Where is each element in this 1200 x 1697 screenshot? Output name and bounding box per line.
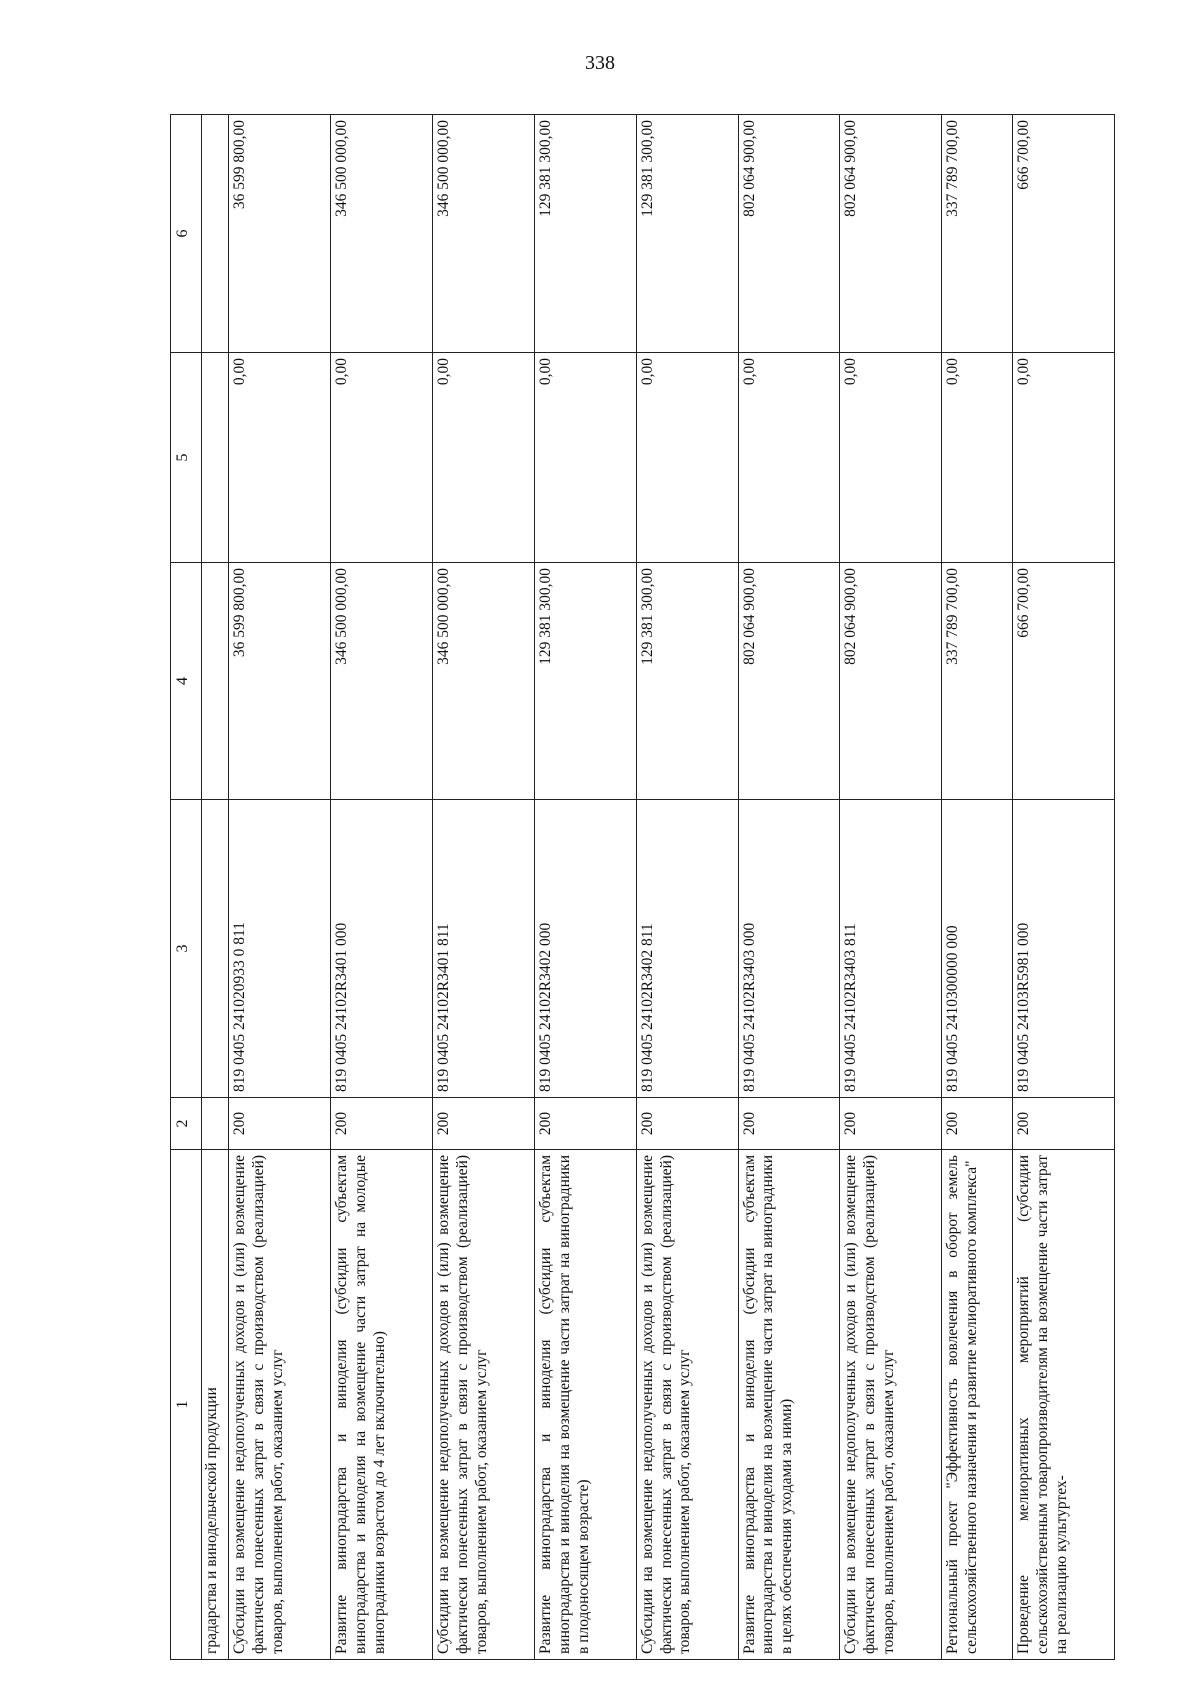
table-row: [1013, 115, 1115, 1660]
row-name: Субсидии на возмещение недополученных доходов и (или) возмещение фактически понесенных затрат в связи с производством (реализацией) товаров, выполнением работ, оказанием услуг: [840, 1150, 942, 1660]
row-amount-col5: 0,00: [840, 353, 942, 563]
table-row: [229, 115, 331, 1660]
row-budget-code: 819 0405 2410300000 000: [942, 800, 1013, 1098]
empty-cell: [202, 115, 229, 353]
row-budget-code: 819 0405 24102R3403 000: [738, 800, 840, 1098]
row-name: Развитие виноградарства и виноделия (субсидии субъектам виноградарства и виноделия на возмещение части затрат на молодые виноградники возрастом до 4 лет включительно): [330, 1150, 432, 1660]
rotated-table-wrapper: [170, 115, 1115, 1660]
row-code: 200: [942, 1098, 1013, 1150]
table-header-row: [171, 115, 202, 1660]
header-cell: 4: [171, 563, 202, 800]
table-row: [942, 115, 1013, 1660]
empty-cell: [202, 1098, 229, 1150]
header-cell: 3: [171, 800, 202, 1098]
row-amount-col4: 666 700,00: [1013, 563, 1115, 800]
row-amount-col5: 0,00: [534, 353, 636, 563]
table-row: [432, 115, 534, 1660]
row-amount-col5: 0,00: [636, 353, 738, 563]
row-amount-col6: 346 500 000,00: [330, 115, 432, 353]
row-amount-col6: 129 381 300,00: [636, 115, 738, 353]
empty-cell: [202, 563, 229, 800]
continuation-row: [202, 115, 229, 1660]
row-amount-col4: 802 064 900,00: [840, 563, 942, 800]
row-name: Региональный проект "Эффективность вовлечения в оборот земель сельскохозяйственного назначения и развитие мелиоративного комплекса": [942, 1150, 1013, 1660]
row-amount-col5: 0,00: [942, 353, 1013, 563]
header-cell: 5: [171, 353, 202, 563]
row-amount-col5: 0,00: [432, 353, 534, 563]
row-amount-col4: 346 500 000,00: [330, 563, 432, 800]
row-code: 200: [330, 1098, 432, 1150]
table-row: [738, 115, 840, 1660]
row-amount-col6: 129 381 300,00: [534, 115, 636, 353]
row-amount-col6: 36 599 800,00: [229, 115, 331, 353]
row-code: 200: [534, 1098, 636, 1150]
row-amount-col6: 337 789 700,00: [942, 115, 1013, 353]
header-cell: 1: [171, 1150, 202, 1660]
header-cell: 6: [171, 115, 202, 353]
row-amount-col5: 0,00: [330, 353, 432, 563]
empty-cell: [202, 353, 229, 563]
row-code: 200: [738, 1098, 840, 1150]
row-amount-col4: 36 599 800,00: [229, 563, 331, 800]
row-budget-code: 819 0405 24102R3403 811: [840, 800, 942, 1098]
row-name: Развитие виноградарства и виноделия (субсидии субъектам виноградарства и виноделия на возмещение части затрат на виноградники в плодоносящем возрасте): [534, 1150, 636, 1660]
row-amount-col5: 0,00: [229, 353, 331, 563]
row-amount-col5: 0,00: [1013, 353, 1115, 563]
row-amount-col6: 346 500 000,00: [432, 115, 534, 353]
continuation-text: градарства и винодельческой продукции: [202, 1150, 229, 1660]
row-budget-code: 819 0405 24102R3402 811: [636, 800, 738, 1098]
table-row: [636, 115, 738, 1660]
table-row: [330, 115, 432, 1660]
row-budget-code: 819 0405 241020933 0 811: [229, 800, 331, 1098]
row-code: 200: [840, 1098, 942, 1150]
page-number: 338: [585, 52, 615, 74]
row-amount-col4: 346 500 000,00: [432, 563, 534, 800]
header-cell: 2: [171, 1098, 202, 1150]
row-amount-col4: 129 381 300,00: [534, 563, 636, 800]
table-row: [534, 115, 636, 1660]
row-name: Развитие виноградарства и виноделия (субсидии субъектам виноградарства и виноделия на возмещение части затрат на виноградники в целях обеспечения уходами за ними): [738, 1150, 840, 1660]
row-code: 200: [432, 1098, 534, 1150]
row-amount-col4: 129 381 300,00: [636, 563, 738, 800]
row-budget-code: 819 0405 24102R3401 811: [432, 800, 534, 1098]
row-amount-col5: 0,00: [738, 353, 840, 563]
row-name: Проведение мелиоративных мероприятий (субсидии сельскохозяйственным товаропроизводителям на возмещение части затрат на реализацию культуртех-: [1013, 1150, 1115, 1660]
row-code: 200: [636, 1098, 738, 1150]
row-amount-col4: 802 064 900,00: [738, 563, 840, 800]
row-amount-col6: 802 064 900,00: [840, 115, 942, 353]
row-name: Субсидии на возмещение недополученных доходов и (или) возмещение фактически понесенных затрат в связи с производством (реализацией) товаров, выполнением работ, оказанием услуг: [636, 1150, 738, 1660]
budget-table: [170, 114, 1115, 1660]
row-amount-col6: 802 064 900,00: [738, 115, 840, 353]
row-name: Субсидии на возмещение недополученных доходов и (или) возмещение фактически понесенных затрат в связи с производством (реализацией) товаров, выполнением работ, оказанием услуг: [432, 1150, 534, 1660]
row-amount-col6: 666 700,00: [1013, 115, 1115, 353]
row-code: 200: [1013, 1098, 1115, 1150]
row-budget-code: 819 0405 24102R3402 000: [534, 800, 636, 1098]
table-row: [840, 115, 942, 1660]
row-budget-code: 819 0405 24103R5981 000: [1013, 800, 1115, 1098]
empty-cell: [202, 800, 229, 1098]
row-budget-code: 819 0405 24102R3401 000: [330, 800, 432, 1098]
row-amount-col4: 337 789 700,00: [942, 563, 1013, 800]
row-code: 200: [229, 1098, 331, 1150]
row-name: Субсидии на возмещение недополученных доходов и (или) возмещение фактически понесенных затрат в связи с производством (реализацией) товаров, выполнением работ, оказанием услуг: [229, 1150, 331, 1660]
